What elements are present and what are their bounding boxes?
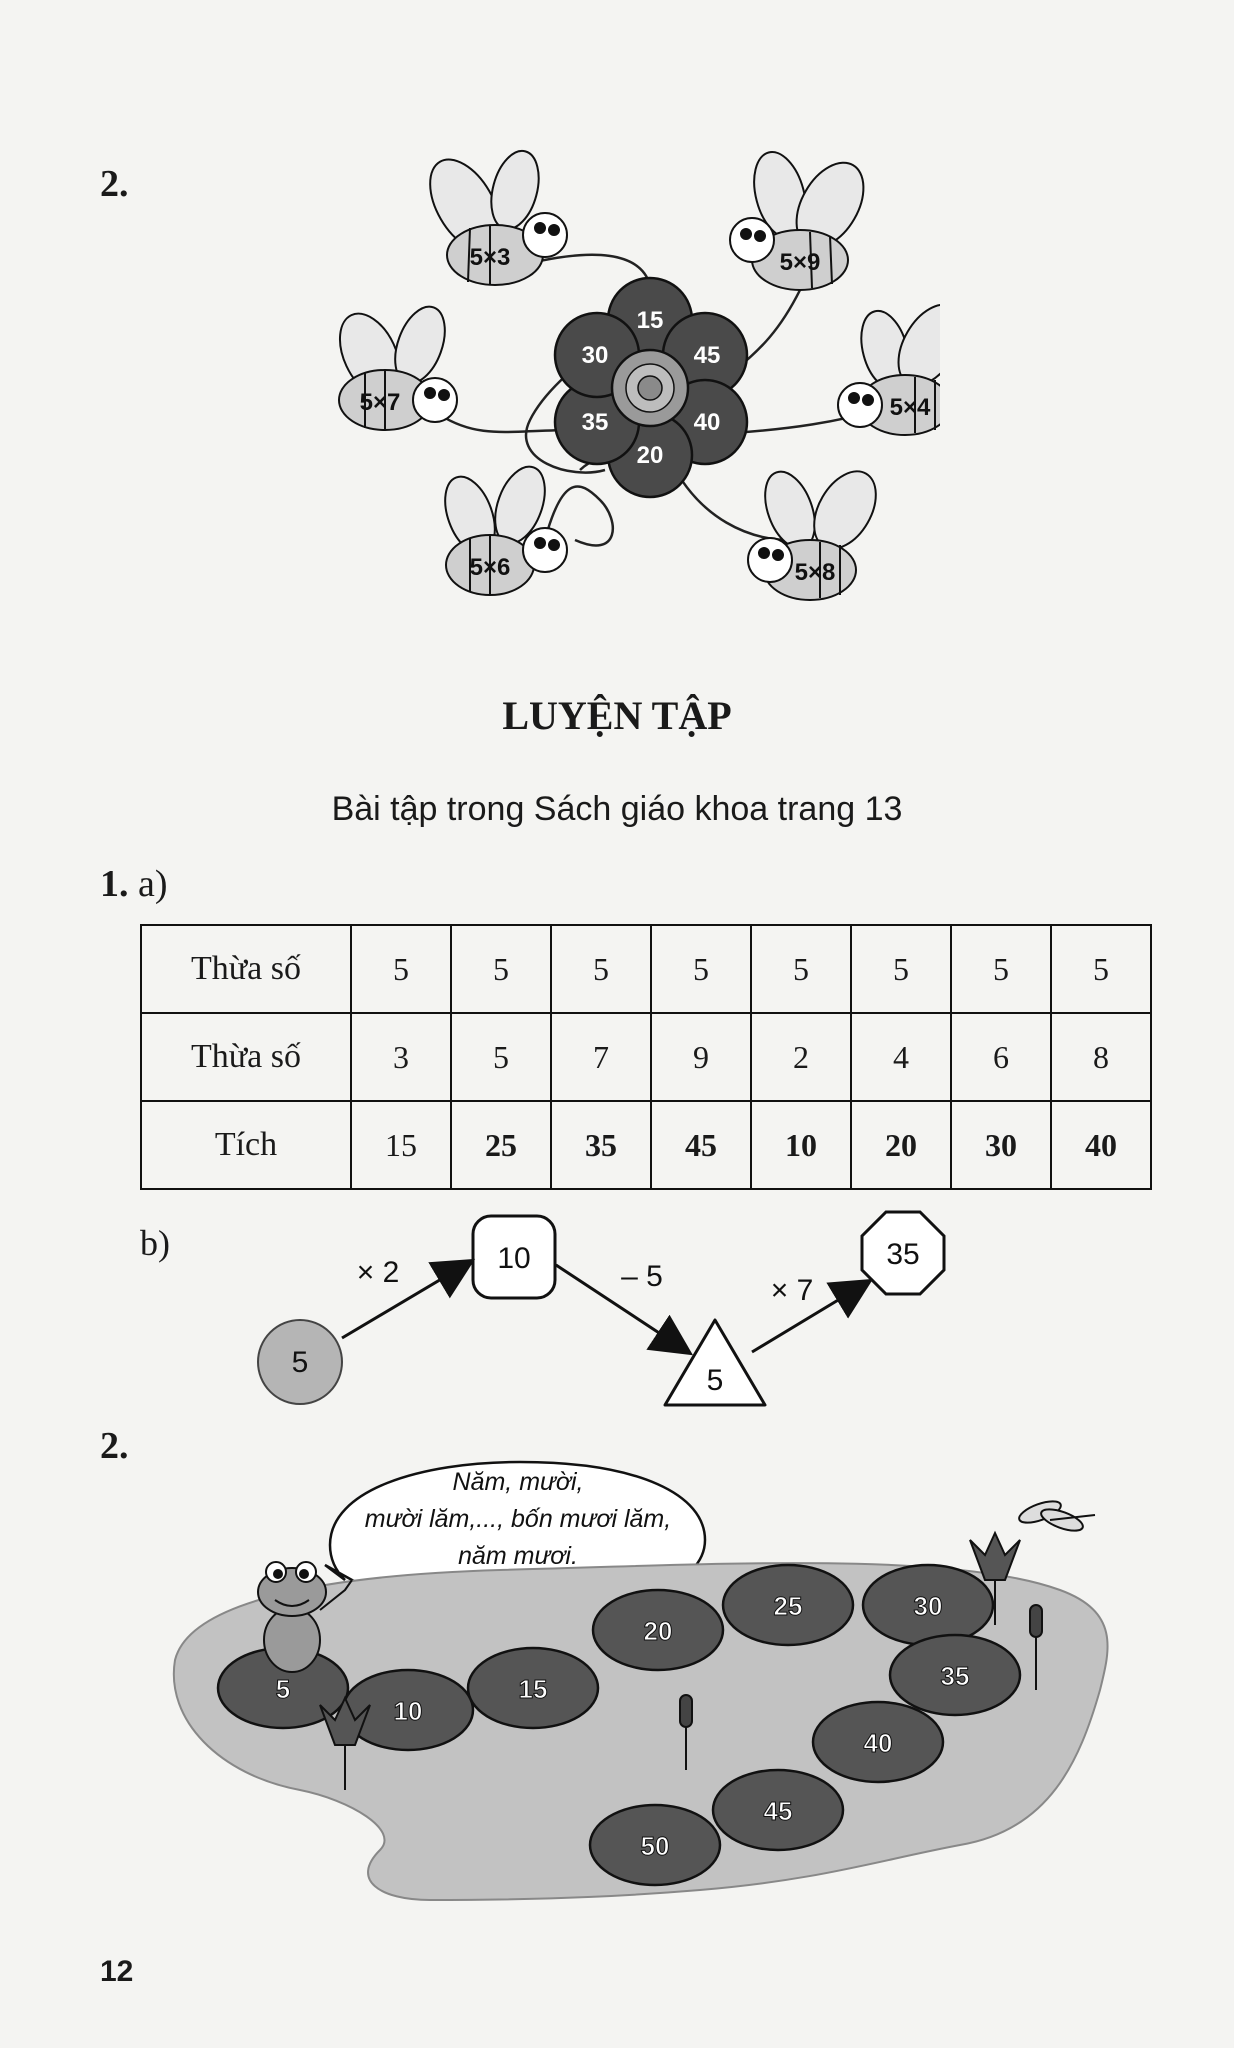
speech-line: năm mươi.: [458, 1542, 578, 1570]
table-row: [141, 1013, 1151, 1101]
part-a-label: a): [138, 863, 168, 905]
table-cell: 5: [451, 1013, 551, 1101]
table-cell: 5: [351, 925, 451, 1013]
lily-pad-number: 50: [640, 1831, 670, 1861]
table-cell: 5: [951, 925, 1051, 1013]
row-header: Tích: [141, 1101, 351, 1189]
table-cell: 6: [951, 1013, 1051, 1101]
flower-number: 40: [693, 409, 721, 436]
bee-label: 5×6: [469, 554, 511, 581]
table-row: [141, 1101, 1151, 1189]
speech-line: Năm, mười,: [452, 1468, 584, 1496]
lily-pad-number: 25: [773, 1591, 803, 1621]
table-cell: 25: [451, 1101, 551, 1189]
lily-pad-number: 20: [643, 1616, 673, 1646]
table-cell: 2: [751, 1013, 851, 1101]
table-cell: 15: [351, 1101, 451, 1189]
flower-number: 35: [581, 409, 609, 436]
lily-pad-number: 45: [763, 1796, 793, 1826]
exercise-2b-number: 2.: [100, 1425, 129, 1467]
bee-label: 5×4: [889, 394, 931, 421]
bee-label: 5×3: [469, 244, 511, 271]
lily-pad-number: 10: [393, 1696, 423, 1726]
table-cell: 20: [851, 1101, 951, 1189]
lily-pad-number: 30: [913, 1591, 943, 1621]
flower-number: 15: [636, 307, 664, 334]
table-cell: 5: [751, 925, 851, 1013]
speech-line: mười lăm,..., bốn mươi lăm,: [364, 1505, 672, 1533]
table-cell: 45: [651, 1101, 751, 1189]
table-cell: 10: [751, 1101, 851, 1189]
operation-chain: [250, 1200, 970, 1420]
lily-pad-number: 5: [275, 1674, 291, 1704]
lily-pad-number: 35: [940, 1661, 970, 1691]
triangle-value: 5: [706, 1364, 724, 1397]
table-cell: 5: [1051, 925, 1151, 1013]
table-cell: 3: [351, 1013, 451, 1101]
table-cell: 30: [951, 1101, 1051, 1189]
table-cell: 8: [1051, 1013, 1151, 1101]
operation-label: × 2: [356, 1256, 400, 1289]
table-cell: 5: [651, 925, 751, 1013]
section-subtitle: Bài tập trong Sách giáo khoa trang 13: [331, 790, 903, 828]
table-cell: 7: [551, 1013, 651, 1101]
exercise-2-number: 2.: [100, 163, 129, 205]
exercise-1-number: 1.: [100, 863, 129, 905]
dragonfly-icon: [1017, 1497, 1095, 1535]
bee-flower-illustration: [300, 140, 940, 640]
start-value: 5: [291, 1346, 309, 1379]
flower-number: 30: [581, 342, 609, 369]
page-number: 12: [100, 1955, 134, 1988]
row-header: Thừa số: [141, 925, 351, 1013]
table-cell: 40: [1051, 1101, 1151, 1189]
part-b-label: b): [140, 1223, 170, 1263]
table-cell: 4: [851, 1013, 951, 1101]
bee-label: 5×7: [359, 389, 401, 416]
table-cell: 9: [651, 1013, 751, 1101]
multiplication-table: [140, 924, 1152, 1190]
lily-pad-number: 40: [863, 1728, 893, 1758]
table-cell: 35: [551, 1101, 651, 1189]
lily-pad-number: 15: [518, 1674, 548, 1704]
bee-label: 5×9: [779, 249, 821, 276]
pond-illustration: [160, 1450, 1120, 1920]
octagon-value: 35: [886, 1238, 920, 1271]
operation-label: × 7: [770, 1274, 814, 1307]
table-cell: 5: [551, 925, 651, 1013]
flower-number: 20: [636, 442, 664, 469]
table-row: [141, 925, 1151, 1013]
table-cell: 5: [851, 925, 951, 1013]
table-cell: 5: [451, 925, 551, 1013]
box-value: 10: [497, 1242, 531, 1275]
flower-number: 45: [693, 342, 721, 369]
bee-label: 5×8: [794, 559, 836, 586]
row-header: Thừa số: [141, 1013, 351, 1101]
section-title: LUYỆN TẬP: [502, 693, 732, 738]
operation-label: – 5: [621, 1260, 663, 1293]
exercise-1-heading: [100, 862, 168, 906]
